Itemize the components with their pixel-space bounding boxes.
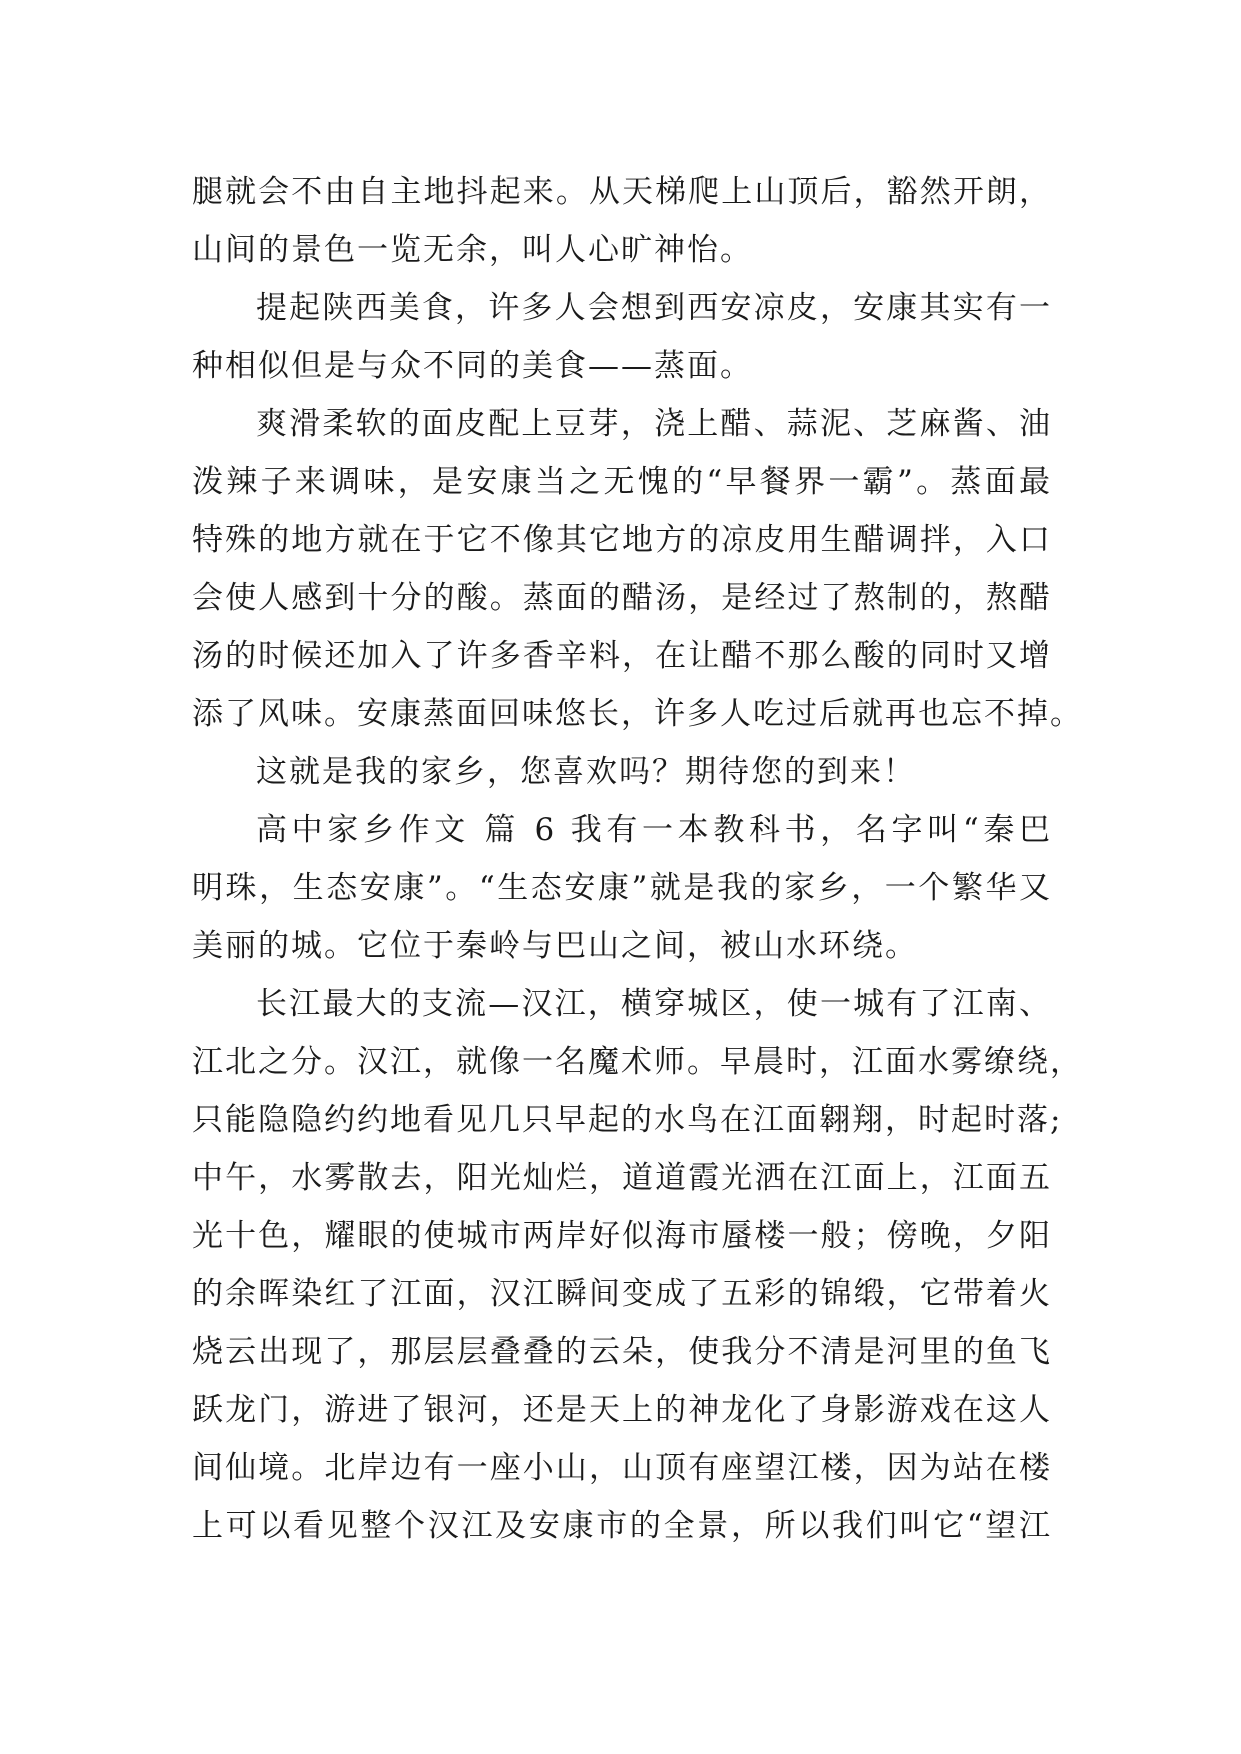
text-line: 上可以看见整个汉江及安康市的全景，所以我们叫它“望江 [192,1508,1052,1544]
text-line: 腿就会不由自主地抖起来。从天梯爬上山顶后，豁然开朗， [192,174,1052,210]
text-line: 明珠，生态安康”。“生态安康”就是我的家乡，一个繁华又 [192,870,1052,906]
text-line: 的余晖染红了江面，汉江瞬间变成了五彩的锦缎，它带着火 [192,1276,1052,1312]
text-line: 只能隐隐约约地看见几只早起的水鸟在江面翱翔，时起时落; [192,1102,1063,1138]
text-line: 山间的景色一览无余，叫人心旷神怡。 [192,232,753,268]
paragraph-start: 长江最大的支流—汉江，横穿城区，使一城有了江南、 [256,986,1052,1022]
text-line: 跃龙门，游进了银河，还是天上的神龙化了身影游戏在这人 [192,1392,1052,1428]
text-line: 会使人感到十分的酸。蒸面的醋汤，是经过了熬制的，熬醋 [192,580,1052,616]
section-heading-line: 高中家乡作文 篇 6 我有一本教科书，名字叫“秦巴 [256,812,1052,848]
text-line: 间仙境。北岸边有一座小山，山顶有座望江楼，因为站在楼 [192,1450,1052,1486]
text-line: 特殊的地方就在于它不像其它地方的凉皮用生醋调拌，入口 [192,522,1052,558]
text-line: 添了风味。安康蒸面回味悠长，许多人吃过后就再也忘不掉。 [192,696,1083,732]
paragraph-start: 爽滑柔软的面皮配上豆芽，浇上醋、蒜泥、芝麻酱、油 [256,406,1052,442]
paragraph-start: 这就是我的家乡，您喜欢吗？期待您的到来！ [256,754,916,790]
text-line: 烧云出现了，那层层叠叠的云朵，使我分不清是河里的鱼飞 [192,1334,1052,1370]
text-line: 汤的时候还加入了许多香辛料，在让醋不那么酸的同时又增 [192,638,1052,674]
document-page [192,163,1083,1555]
text-line: 光十色，耀眼的使城市两岸好似海市蜃楼一般；傍晚，夕阳 [192,1218,1052,1254]
paragraph-start: 提起陕西美食，许多人会想到西安凉皮，安康其实有一 [256,290,1052,326]
text-line: 中午，水雾散去，阳光灿烂，道道霞光洒在江面上，江面五 [192,1160,1052,1196]
text-line: 美丽的城。它位于秦岭与巴山之间，被山水环绕。 [192,928,918,964]
text-line: 江北之分。汉江，就像一名魔术师。早晨时，江面水雾缭绕， [192,1044,1083,1080]
text-line: 种相似但是与众不同的美食——蒸面。 [192,348,753,384]
text-line: 泼辣子来调味，是安康当之无愧的“早餐界一霸”。蒸面最 [192,464,1052,500]
